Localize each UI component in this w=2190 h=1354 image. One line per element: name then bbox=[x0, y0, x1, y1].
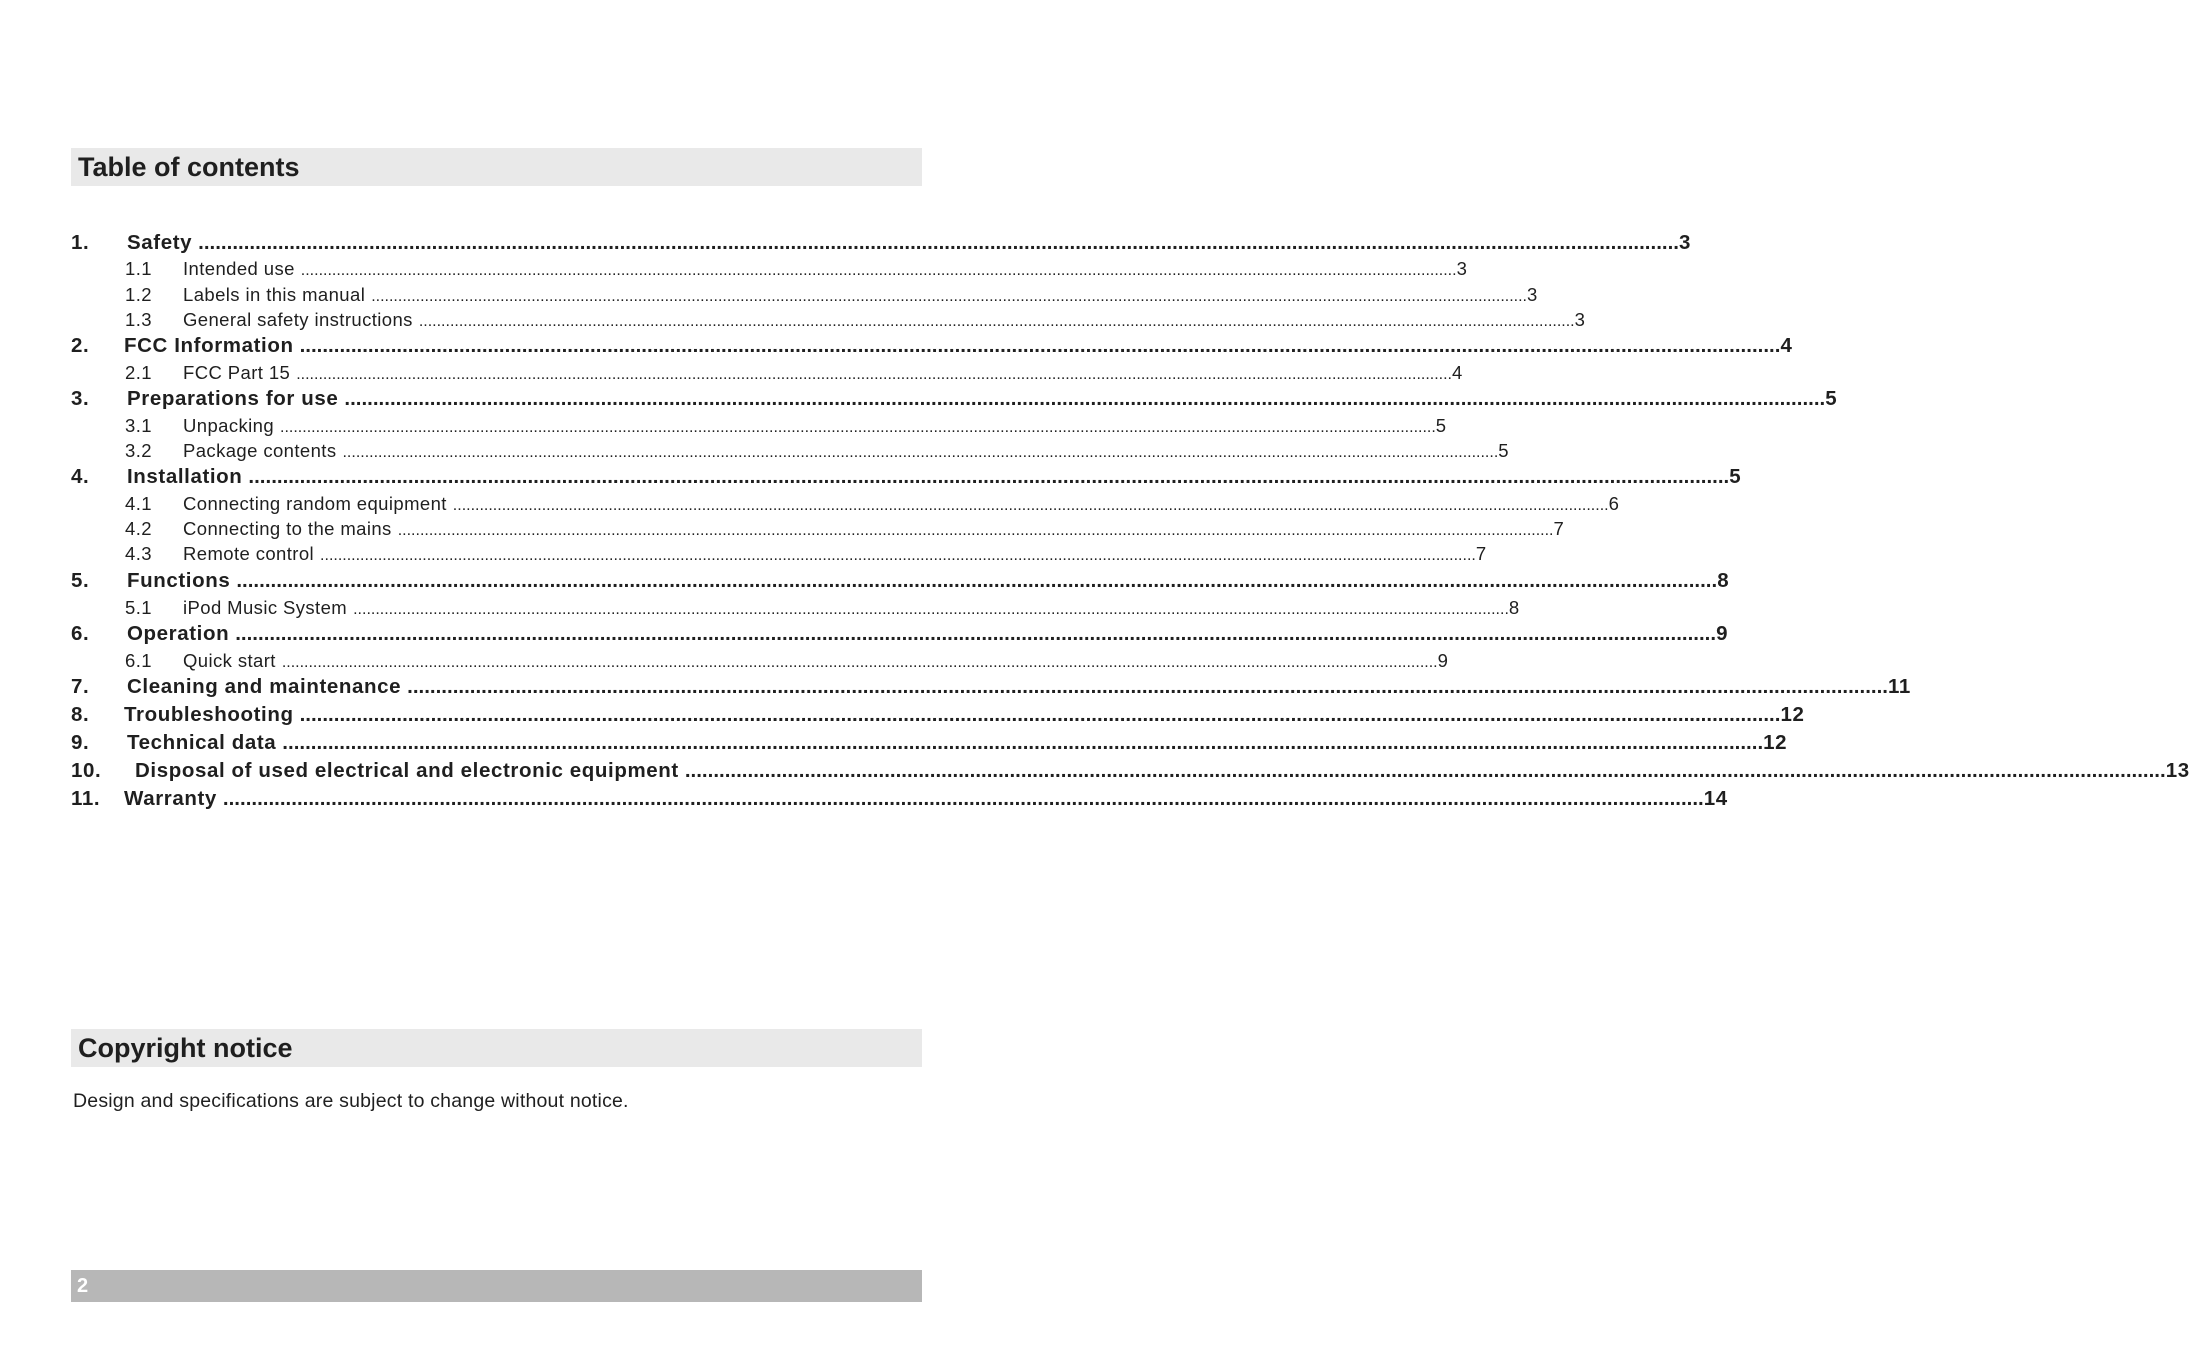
toc-entry-number: 5.1 bbox=[125, 597, 152, 618]
toc-entry-title: Connecting random equipment bbox=[183, 493, 447, 514]
toc-entry-page: 5 bbox=[1435, 415, 1447, 436]
toc-dot-leader: .................................................................................................................................................................................................................................................................... bbox=[248, 465, 1730, 488]
toc-entry-page: 11 bbox=[1887, 675, 1911, 698]
toc-entry[interactable] bbox=[71, 729, 1788, 757]
toc-entry[interactable] bbox=[71, 620, 1729, 648]
toc-entry-number: 8. bbox=[71, 703, 90, 726]
toc-entry-number: 1.2 bbox=[125, 284, 152, 305]
toc-entry-page: 3 bbox=[1456, 258, 1468, 279]
toc-entry-number: 1. bbox=[71, 231, 90, 254]
toc-entry-title: General safety instructions bbox=[183, 309, 413, 330]
toc-subentry[interactable] bbox=[71, 282, 1538, 307]
page-footer bbox=[71, 1270, 922, 1302]
toc-entry-title: Unpacking bbox=[183, 415, 275, 436]
toc-entry[interactable] bbox=[71, 332, 1793, 360]
toc-entry-title: Operation bbox=[127, 622, 230, 645]
toc-dot-leader: .................................................................................................................................................................................................................................................................... bbox=[344, 387, 1826, 410]
toc-entry-number: 9. bbox=[71, 731, 90, 754]
toc-entry-number: 4.2 bbox=[125, 518, 152, 539]
toc-entry-number: 2. bbox=[71, 334, 90, 357]
toc-entry-page: 14 bbox=[1703, 787, 1728, 810]
page-number: 2 bbox=[77, 1275, 89, 1297]
toc-dot-leader: .................................................................................................................................................................................................................................................................... bbox=[371, 288, 1527, 305]
toc-entry-page: 7 bbox=[1553, 518, 1565, 539]
toc-entry-title: Preparations for use bbox=[127, 387, 339, 410]
toc-entry-page: 3 bbox=[1574, 309, 1586, 330]
toc-entry[interactable] bbox=[71, 567, 1730, 595]
toc-entry[interactable] bbox=[71, 701, 1805, 729]
toc-entry-number: 7. bbox=[71, 675, 90, 698]
toc-subentry[interactable] bbox=[71, 491, 1620, 516]
toc-subentry[interactable] bbox=[71, 438, 1509, 463]
toc-entry-page: 3 bbox=[1526, 284, 1538, 305]
toc-dot-leader: .................................................................................................................................................................................................................................................................... bbox=[684, 759, 2166, 782]
toc-entry[interactable] bbox=[71, 229, 1692, 257]
toc-entry-page: 7 bbox=[1475, 543, 1487, 564]
toc-entry-number: 4.1 bbox=[125, 493, 152, 514]
toc-entry-title: iPod Music System bbox=[183, 597, 348, 618]
toc-entry-page: 8 bbox=[1508, 597, 1520, 618]
toc-dot-leader: .................................................................................................................................................................................................................................................................... bbox=[280, 419, 1436, 436]
toc-dot-leader: .................................................................................................................................................................................................................................................................... bbox=[299, 703, 1781, 726]
toc-entry-page: 3 bbox=[1679, 231, 1692, 254]
toc-entry-number: 3.1 bbox=[125, 415, 152, 436]
toc-dot-leader: .................................................................................................................................................................................................................................................................... bbox=[236, 569, 1718, 592]
toc-dot-leader: .................................................................................................................................................................................................................................................................... bbox=[407, 675, 1888, 698]
toc-entry-title: Package contents bbox=[183, 440, 337, 461]
toc-entry-number: 11. bbox=[71, 787, 101, 810]
toc-entry-title: Remote control bbox=[183, 543, 315, 564]
toc-entry-page: 8 bbox=[1717, 569, 1730, 592]
toc-entry-title: Installation bbox=[127, 465, 243, 488]
toc-entry-title: FCC Part 15 bbox=[183, 362, 291, 383]
toc-entry[interactable] bbox=[71, 463, 1742, 491]
toc-entry[interactable] bbox=[71, 385, 1838, 413]
toc-subentry[interactable] bbox=[71, 413, 1447, 438]
toc-dot-leader: .................................................................................................................................................................................................................................................................... bbox=[235, 622, 1717, 645]
toc-dot-leader: .................................................................................................................................................................................................................................................................... bbox=[300, 262, 1457, 279]
toc-entry-number: 4.3 bbox=[125, 543, 152, 564]
toc-entry-page: 9 bbox=[1716, 622, 1729, 645]
toc-entry-page: 4 bbox=[1780, 334, 1793, 357]
toc-dot-leader: .................................................................................................................................................................................................................................................................... bbox=[342, 444, 1499, 461]
toc-subentry[interactable] bbox=[71, 541, 1487, 566]
toc-entry[interactable] bbox=[71, 673, 1911, 701]
toc-entry-title: Technical data bbox=[127, 731, 277, 754]
toc-heading: Table of contents bbox=[78, 152, 300, 182]
toc-entry-page: 13 bbox=[2165, 759, 2190, 782]
toc-dot-leader: .................................................................................................................................................................................................................................................................... bbox=[397, 522, 1554, 539]
toc-entry-number: 6. bbox=[71, 622, 90, 645]
toc-entry-title: Warranty bbox=[124, 787, 217, 810]
toc-dot-leader: .................................................................................................................................................................................................................................................................... bbox=[452, 497, 1609, 514]
toc-entry-title: Connecting to the mains bbox=[183, 518, 392, 539]
toc-dot-leader: .................................................................................................................................................................................................................................................................... bbox=[320, 547, 1476, 564]
toc-entry-title: Quick start bbox=[183, 650, 276, 671]
toc-entry-page: 9 bbox=[1437, 650, 1449, 671]
toc-entry-title: Intended use bbox=[183, 258, 295, 279]
toc-heading-band bbox=[71, 148, 922, 186]
toc-entry-title: Troubleshooting bbox=[124, 703, 294, 726]
toc-dot-leader: .................................................................................................................................................................................................................................................................... bbox=[353, 601, 1509, 618]
toc-entry-page: 12 bbox=[1780, 703, 1805, 726]
toc-entry-title: Functions bbox=[127, 569, 231, 592]
toc-dot-leader: .................................................................................................................................................................................................................................................................... bbox=[296, 366, 1452, 383]
toc-entry[interactable] bbox=[71, 785, 1728, 813]
toc-entry-page: 12 bbox=[1763, 731, 1788, 754]
toc-entry-page: 6 bbox=[1608, 493, 1620, 514]
copyright-text: Design and specifications are subject to change without notice. bbox=[73, 1090, 629, 1112]
toc-entry-title: Labels in this manual bbox=[183, 284, 366, 305]
toc-entry-title: FCC Information bbox=[124, 334, 294, 357]
toc-entry[interactable] bbox=[71, 757, 2190, 785]
toc-dot-leader: .................................................................................................................................................................................................................................................................... bbox=[222, 787, 1704, 810]
toc-subentry[interactable] bbox=[71, 360, 1463, 385]
toc-subentry[interactable] bbox=[71, 256, 1468, 281]
toc-subentry[interactable] bbox=[71, 648, 1449, 673]
toc-subentry[interactable] bbox=[71, 595, 1520, 620]
toc-entry-number: 3.2 bbox=[125, 440, 152, 461]
copyright-heading: Copyright notice bbox=[78, 1033, 293, 1063]
toc-entry-number: 1.3 bbox=[125, 309, 152, 330]
toc-entry-number: 5. bbox=[71, 569, 90, 592]
copyright-heading-band bbox=[71, 1029, 922, 1067]
toc-entry-page: 5 bbox=[1825, 387, 1838, 410]
toc-entry-page: 4 bbox=[1452, 362, 1463, 383]
toc-subentry[interactable] bbox=[71, 516, 1565, 541]
toc-entry-title: Disposal of used electrical and electronic equipment bbox=[135, 759, 679, 782]
toc-entry-number: 4. bbox=[71, 465, 90, 488]
toc-entry-number: 10. bbox=[71, 759, 102, 782]
toc-entry-page: 5 bbox=[1498, 440, 1509, 461]
toc-entry-number: 3. bbox=[71, 387, 90, 410]
toc-subentry[interactable] bbox=[71, 307, 1586, 332]
toc-entry-number: 6.1 bbox=[125, 650, 152, 671]
toc-entry-title: Cleaning and maintenance bbox=[127, 675, 402, 698]
toc-entry-number: 2.1 bbox=[125, 362, 152, 383]
toc-entry-title: Safety bbox=[127, 231, 193, 254]
toc-dot-leader: .................................................................................................................................................................................................................................................................... bbox=[281, 654, 1438, 671]
toc-entry-number: 1.1 bbox=[125, 258, 152, 279]
toc-dot-leader: .................................................................................................................................................................................................................................................................... bbox=[282, 731, 1764, 754]
toc-dot-leader: .................................................................................................................................................................................................................................................................... bbox=[418, 313, 1575, 330]
toc-dot-leader: .................................................................................................................................................................................................................................................................... bbox=[299, 334, 1781, 357]
toc-entry-page: 5 bbox=[1729, 465, 1742, 488]
toc-dot-leader: .................................................................................................................................................................................................................................................................... bbox=[198, 231, 1679, 254]
